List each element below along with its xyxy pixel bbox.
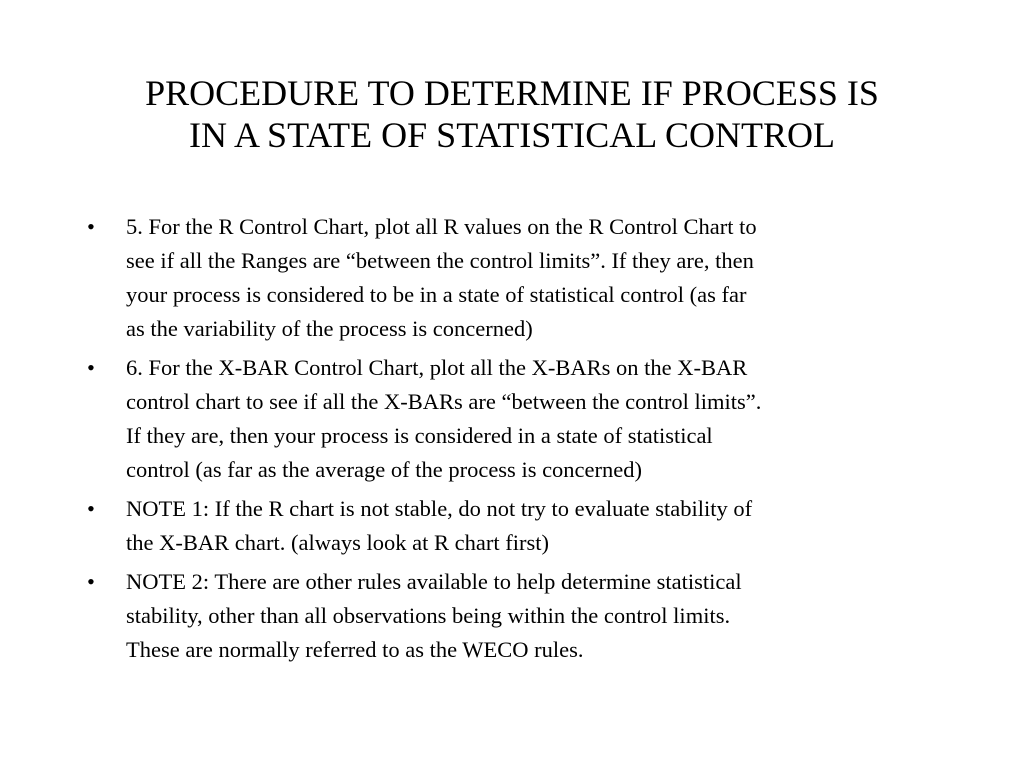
bullet-line: control (as far as the average of the process is concerned) — [126, 457, 643, 482]
bullet-line: If they are, then your process is considered in a state of statistical — [126, 423, 713, 448]
bullet-line: NOTE 1: If the R chart is not stable, do not try to evaluate stability of — [126, 496, 753, 521]
slide-title — [80, 72, 944, 156]
bullet-line: as the variability of the process is concerned) — [126, 316, 533, 341]
bullet-dot-icon: • — [87, 355, 95, 380]
slide-title-line-1: PROCEDURE TO DETERMINE IF PROCESS IS — [145, 73, 879, 113]
bullet-list — [80, 210, 950, 672]
bullet-line: 6. For the X-BAR Control Chart, plot all the X-BARs on the X-BAR — [126, 355, 748, 380]
bullet-line: stability, other than all observations being within the control limits. — [126, 603, 731, 628]
bullet-item-step-6 — [80, 351, 950, 487]
bullet-item-note-2 — [80, 565, 950, 667]
bullet-dot-icon: • — [87, 496, 95, 521]
bullet-item-step-5 — [80, 210, 950, 346]
bullet-line: the X-BAR chart. (always look at R chart first) — [126, 530, 550, 555]
bullet-line: 5. For the R Control Chart, plot all R values on the R Control Chart to — [126, 214, 757, 239]
slide-title-line-2: IN A STATE OF STATISTICAL CONTROL — [189, 115, 835, 155]
bullet-dot-icon: • — [87, 214, 95, 239]
bullet-line: control chart to see if all the X-BARs are “between the control limits”. — [126, 389, 762, 414]
bullet-line: NOTE 2: There are other rules available to help determine statistical — [126, 569, 742, 594]
bullet-line: your process is considered to be in a state of statistical control (as far — [126, 282, 747, 307]
bullet-dot-icon: • — [87, 569, 95, 594]
bullet-line: These are normally referred to as the WECO rules. — [126, 637, 584, 662]
bullet-line: see if all the Ranges are “between the control limits”. If they are, then — [126, 248, 754, 273]
bullet-item-note-1 — [80, 492, 950, 560]
